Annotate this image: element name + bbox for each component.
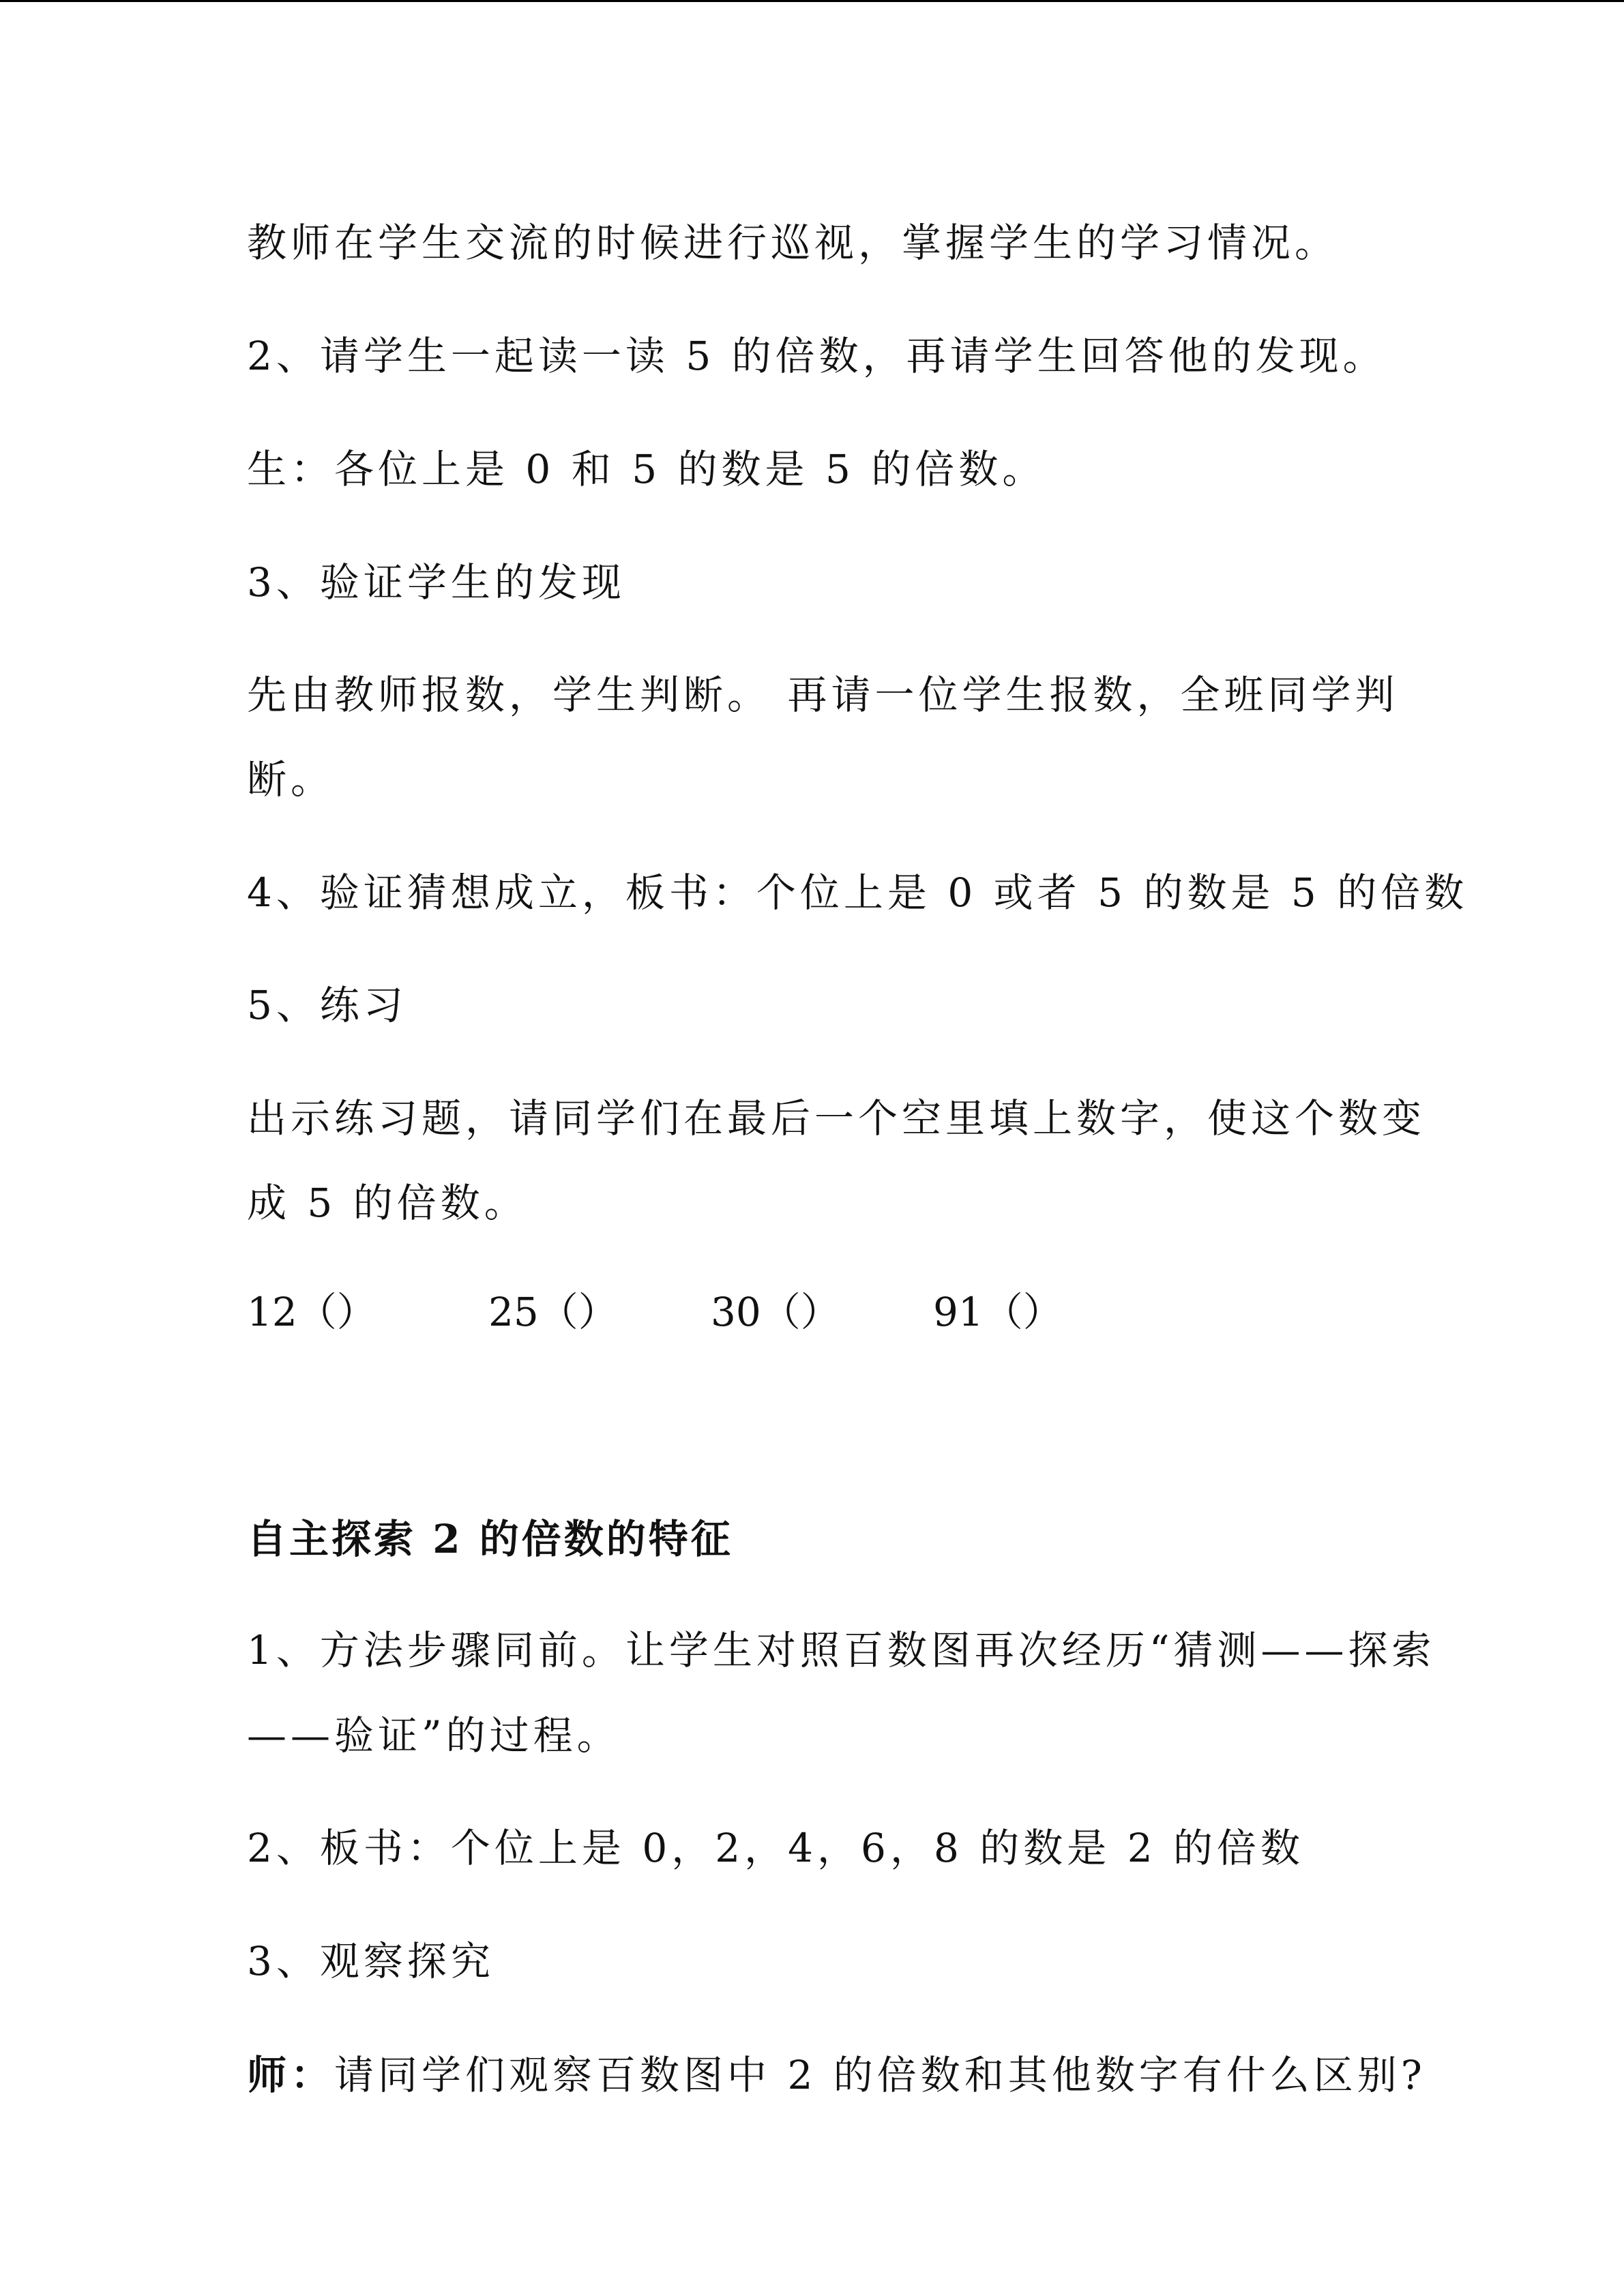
paragraph-line: 4、验证猜想成立，板书：个位上是 0 或者 5 的数是 5 的倍数 [247,869,1468,916]
paragraph-line: 成 5 的倍数。 [247,1180,528,1226]
paragraph-line: 先由教师报数，学生判断。 再请一位学生报数，全班同学判 [247,672,1399,718]
paragraph-line: 1、方法步骤同前。让学生对照百数图再次经历“猜测——探索 [247,1627,1436,1673]
paragraph-line: 断。 [247,756,335,803]
paragraph-line: 教师在学生交流的时候进行巡视，掌握学生的学习情况。 [247,220,1339,266]
paragraph-line: 5、练习 [247,982,407,1028]
paragraph-line: 2、请学生一起读一读 5 的倍数，再请学生回答他的发现。 [247,333,1387,379]
paragraph-line: ——验证”的过程。 [247,1712,621,1759]
paragraph-line: 3、观察探究 [247,1938,494,1984]
paragraph-line: 生：各位上是 0 和 5 的数是 5 的倍数。 [247,446,1046,492]
exercise-item: 30（） [711,1289,840,1335]
section-heading: 自主探索 2 的倍数的特征 [247,1516,733,1562]
top-border-rule [0,0,1624,2]
paragraph-line: 3、验证学生的发现 [247,559,625,606]
paragraph-line: 出示练习题，请同学们在最后一个空里填上数字，使这个数变 [247,1095,1426,1142]
exercise-item: 12（） [247,1289,377,1335]
teacher-question-text: 请同学们观察百数图中 2 的倍数和其他数字有什么区别? [334,2052,1426,2098]
exercise-item: 25（） [488,1289,618,1335]
exercise-item: 91（） [933,1289,1063,1335]
paragraph-line: 2、板书：个位上是 0，2，4，6，8 的数是 2 的倍数 [247,1825,1305,1871]
teacher-label: 师： [247,2052,335,2098]
teacher-question-line [247,2048,1426,2102]
